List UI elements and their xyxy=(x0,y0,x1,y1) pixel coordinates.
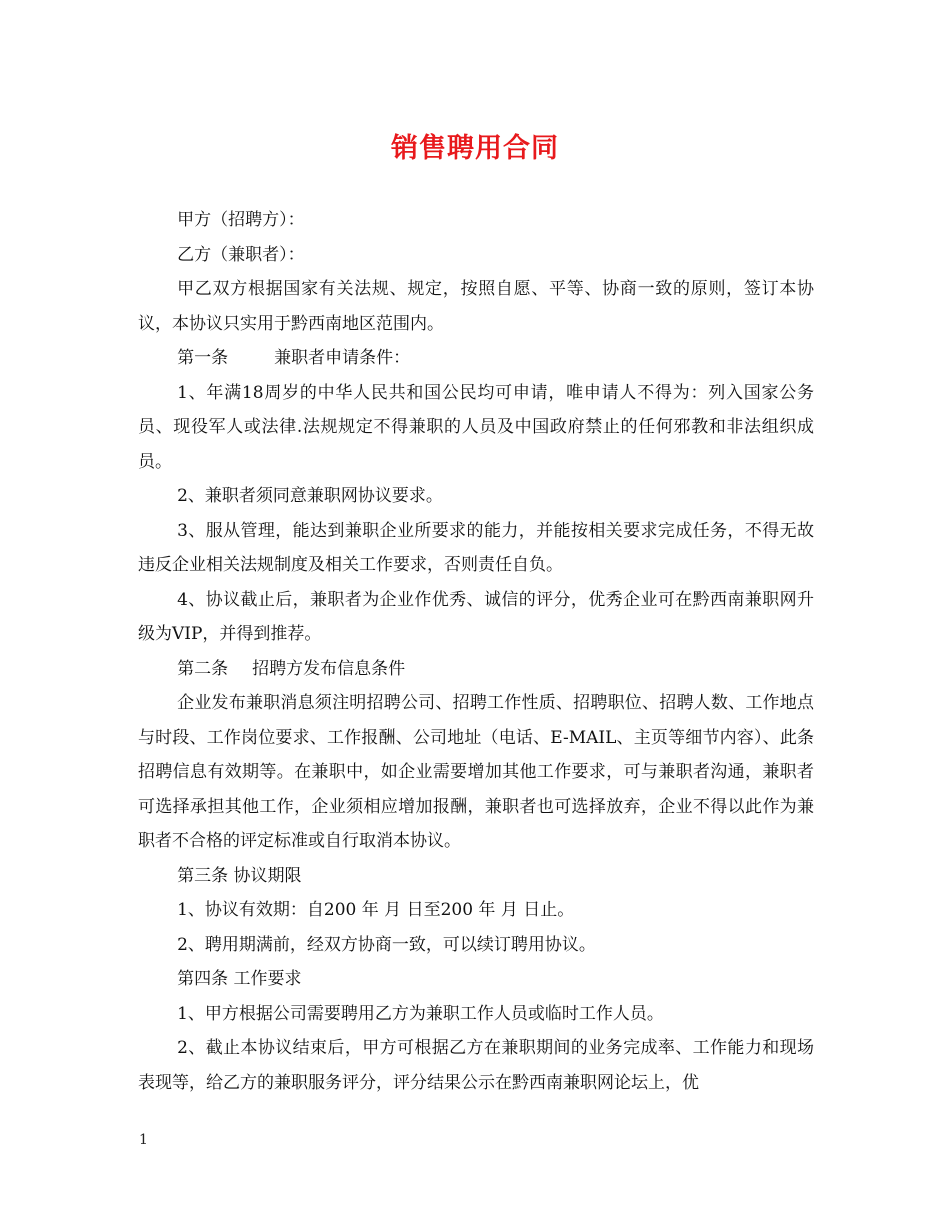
article-2-number: 第二条 xyxy=(177,658,229,679)
article-4-heading: 第四条 工作要求 xyxy=(177,969,302,989)
page-number: 1 xyxy=(139,1132,148,1148)
article-3-item-2: 2、聘用期满前，经双方协商一致，可以续订聘用协议。 xyxy=(177,934,596,955)
article-1-title: 兼职者申请条件： xyxy=(274,348,411,368)
article-1-number: 第一条 xyxy=(177,348,229,368)
party-b-line: 乙方（兼职者）： xyxy=(177,244,305,265)
article-4-item-2: 2、截止本协议结束后，甲方可根据乙方在兼职期间的业务完成率、工作能力和现场表现等，给乙方的兼职服务评分，评分结果公示在黔西南兼职网论坛上，优 xyxy=(138,1038,814,1093)
article-1-item-1: 1、年满18周岁的中华人民共和国公民均可申请，唯申请人不得为：列入国家公务员、现役军人或法律.法规规定不得兼职的人员及中国政府禁止的任何邪教和非法组织成员。 xyxy=(138,382,814,472)
article-3-heading: 第三条 协议期限 xyxy=(177,865,302,886)
article-1-item-4: 4、协议截止后，兼职者为企业作优秀、诚信的评分，优秀企业可在黔西南兼职网升级为VIP，并得到推荐。 xyxy=(138,589,814,644)
document-body xyxy=(138,203,814,1100)
article-2-paragraph: 企业发布兼职消息须注明招聘公司、招聘工作性质、招聘职位、招聘人数、工作地点与时段、工作岗位要求、工作报酬、公司地址（电话、E-MAIL、主页等细节内容）、此条招聘信息有效期等。在兼职中，如企业需要增加其他工作要求，可与兼职者沟通，兼职者可选择承担其他工作，企业须相应增加报酬，兼职者也可选择放弃，企业不得以此作为兼职者不合格的评定标准或自行取消本协议。 xyxy=(138,693,814,851)
article-4-item-1: 1、甲方根据公司需要聘用乙方为兼职工作人员或临时工作人员。 xyxy=(177,1003,664,1024)
article-2-title: 招聘方发布信息条件 xyxy=(252,658,406,679)
party-a-line: 甲方（招聘方）： xyxy=(177,210,305,230)
article-1-item-3: 3、服从管理，能达到兼职企业所要求的能力，并能按相关要求完成任务，不得无故违反企业相关法规制度及相关工作要求，否则责任自负。 xyxy=(138,520,814,575)
article-2-heading xyxy=(138,652,814,687)
article-1-heading xyxy=(138,341,814,376)
document-title: 销售聘用合同 xyxy=(391,133,559,164)
article-3-item-1: 1、协议有效期：自200 年 月 日至200 年 月 日止。 xyxy=(177,900,575,920)
preamble-paragraph: 甲乙双方根据国家有关法规、规定，按照自愿、平等、协商一致的原则，签订本协议，本协议只实用于黔西南地区范围内。 xyxy=(138,279,814,334)
article-1-item-2: 2、兼职者须同意兼职网协议要求。 xyxy=(177,486,443,506)
